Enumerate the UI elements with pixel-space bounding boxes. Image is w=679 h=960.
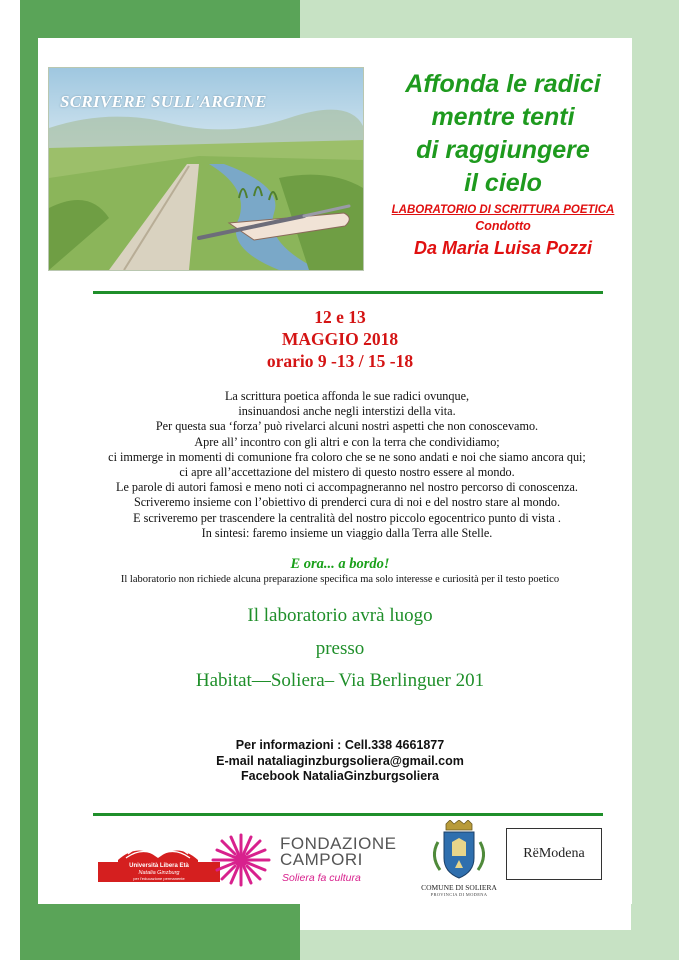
author-name: Da Maria Luisa Pozzi [413, 238, 593, 258]
venue-line-2: presso [315, 638, 365, 659]
divider-bottom [93, 813, 603, 816]
description-line: Scriveremo insieme con l’obiettivo di prenderci cura di noi e del nostro stare al mondo. [133, 495, 561, 510]
description-line: In sintesi: faremo insieme un viaggio dalla Terra alle Stelle. [201, 525, 493, 540]
sunburst-icon [208, 832, 274, 887]
remodena-logo: RëModena [506, 828, 602, 880]
description-line: E scriveremo per trascendere la centralità del nostro piccolo egocentrico punto di vista . [133, 510, 561, 525]
requirements-note: Il laboratorio non richiede alcuna preparazione specifica ma solo interesse e curiosità per il testo poetico [120, 574, 560, 585]
comune-name: COMUNE DI SOLIERA [421, 883, 497, 892]
event-month: MAGGIO 2018 [281, 329, 399, 349]
conducted-label: Condotto [475, 219, 531, 233]
description-line: La scrittura poetica affonda le sue radici ovunque, [224, 389, 470, 403]
background-white-strip [0, 0, 20, 960]
comune-province: PROVINCIA DI MODENA [430, 892, 488, 897]
ule-subtitle: Natalia Ginzburg [138, 870, 180, 876]
headline-line: di raggiungere [416, 136, 590, 164]
headline-line: Affonda le radici [405, 70, 601, 98]
description-line: Apre all’ incontro con gli altri e con la terra che condividiamo; [194, 434, 500, 449]
coat-of-arms-icon [412, 820, 506, 882]
description-line: insinuandosi anche negli interstizi della vita. [238, 404, 456, 419]
painting-title: SCRIVERE SULL'ARGINE [60, 92, 267, 111]
headline-line: mentre tenti [431, 103, 575, 131]
background-light-bottom [300, 930, 679, 960]
event-days: 12 e 13 [314, 307, 366, 327]
contact-email[interactable]: E-mail nataliaginzburgsoliera@gmail.com [216, 753, 464, 768]
venue-address: Habitat—Soliera– Via Berlinguer 201 [195, 670, 485, 691]
event-hours: orario 9 -13 / 15 -18 [266, 351, 414, 371]
fc-tagline: Soliera fa cultura [282, 872, 361, 884]
description-line: Le parole di autori famosi e meno noti ci accompagneranno nel nostro percorso di conoscenza. [116, 480, 578, 495]
contact-phone: Per informazioni : Cell.338 4661877 [235, 738, 445, 752]
description-line: Per questa sua ‘forza’ può rivelarci alcuni nostri aspetti che non conoscevamo. [155, 419, 539, 434]
open-book-icon [98, 832, 220, 864]
universita-libera-eta-logo [98, 832, 220, 882]
description-line: ci immerge in momenti di comunione fra coloro che se ne sono andati e noi che siamo ancora qui; [108, 449, 586, 464]
description [50, 389, 644, 541]
contact-info [150, 738, 530, 785]
comune-soliera-logo [412, 820, 506, 900]
fc-line-1: FONDAZIONE [280, 834, 397, 853]
event-dates [200, 306, 480, 372]
description-line: ci apre all’accettazione del mistero di questo nostro essere al mondo. [179, 465, 515, 480]
contact-facebook[interactable]: Facebook NataliaGinzburgsoliera [241, 769, 439, 783]
ule-name: Università Libera Età [129, 863, 189, 869]
fc-name [280, 836, 396, 868]
workshop-title: LABORATORIO DI SCRITTURA POETICA [391, 204, 615, 216]
headline [362, 68, 644, 200]
fondazione-campori-logo [208, 832, 408, 887]
venue-line-1: Il laboratorio avrà luogo [247, 605, 433, 626]
fc-line-2: CAMPORI [280, 850, 363, 869]
divider-top [93, 291, 603, 294]
headline-line: il cielo [464, 169, 542, 197]
call-to-action: E ora... a bordo! [290, 556, 390, 572]
ule-tagline: per l'educazione permanente [133, 876, 185, 881]
